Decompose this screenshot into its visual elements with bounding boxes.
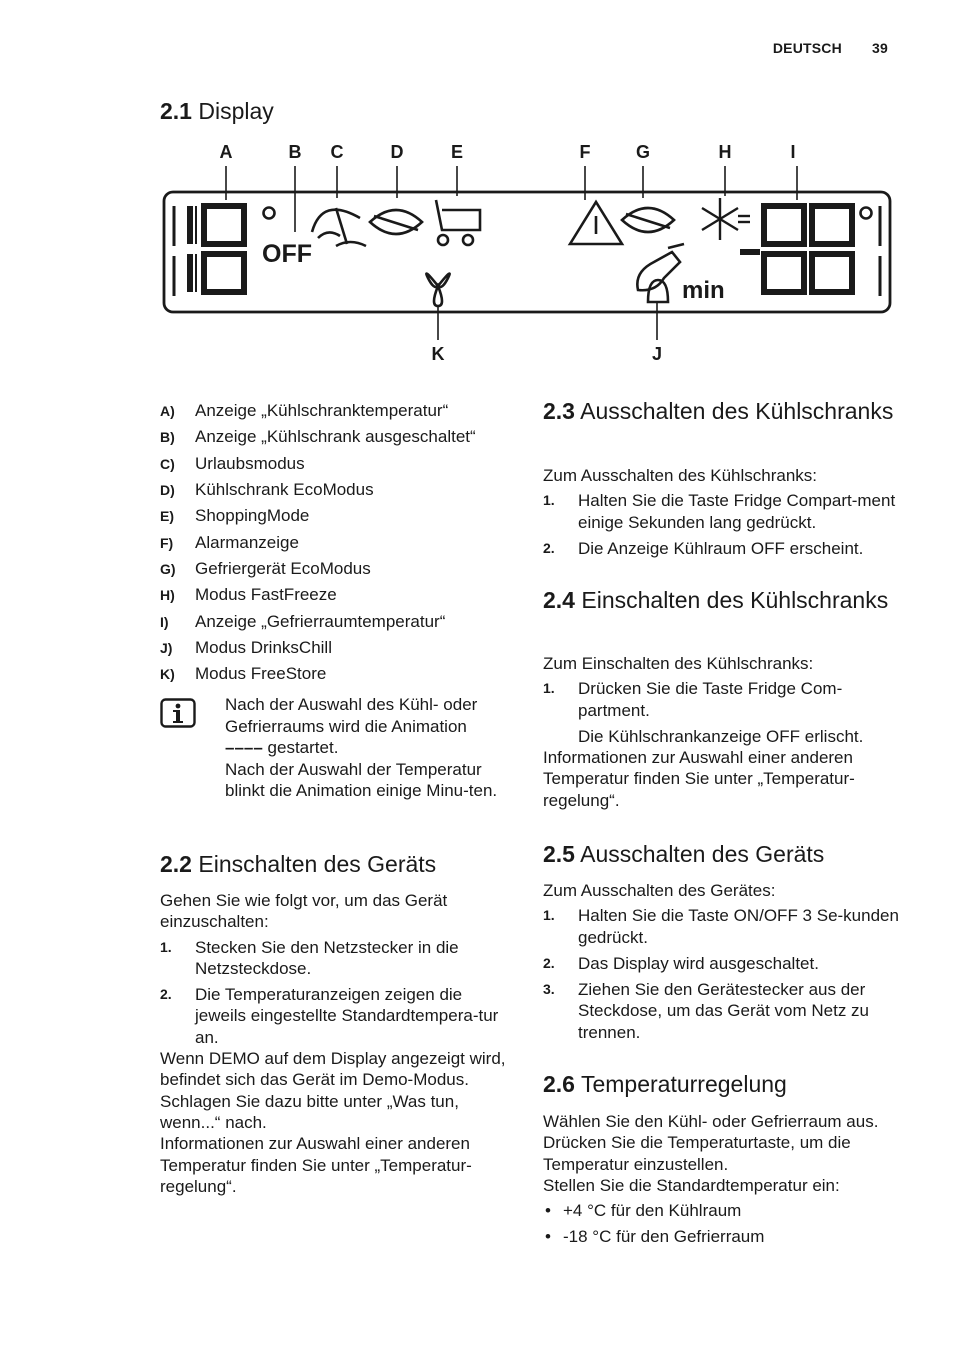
- label-E: E: [450, 142, 464, 162]
- note-text: [225, 694, 525, 802]
- section-title: Ausschalten des Kühlschranks: [580, 398, 894, 424]
- fan-icon: [426, 274, 449, 307]
- temperature-info-paragraph: Informationen zur Auswahl einer anderen Temperatur finden Sie unter „Temperatur-regelung“.: [543, 748, 855, 810]
- section-number: 2.2: [160, 851, 192, 877]
- label-D: D: [390, 142, 404, 162]
- note-line-1: Nach der Auswahl des Kühl- oder Gefrierraums wird die Animation: [225, 695, 478, 736]
- legend-item: [160, 582, 520, 608]
- legend-key: F): [160, 534, 174, 551]
- legend-text: Urlaubsmodus: [195, 453, 305, 473]
- legend-item: [160, 635, 520, 661]
- label-B: B: [288, 142, 302, 162]
- steps-list: [543, 490, 903, 559]
- legend-key: A): [160, 403, 175, 420]
- section-2-5-heading: [543, 840, 903, 868]
- label-H: H: [718, 142, 732, 162]
- legend-key: G): [160, 560, 176, 577]
- step-item: 2. Die Temperaturanzeigen zeigen die jeweils eingestellte Standardtempera-tur an.: [160, 985, 499, 1047]
- step-item: 1. Drücken Sie die Taste Fridge Com-partment.: [543, 679, 843, 720]
- note-line-2: gestartet.: [262, 738, 339, 757]
- legend-text: Modus FreeStore: [195, 664, 327, 684]
- section-2-3-heading: [543, 397, 903, 425]
- freezer-temperature-digits: [740, 206, 852, 292]
- legend-key: C): [160, 455, 175, 472]
- fridge-temperature-digits: [190, 206, 244, 292]
- legend-text: Anzeige „Gefrierraumtemperatur“: [195, 611, 446, 631]
- set-default-text: Stellen Sie die Standardtemperatur ein:: [543, 1175, 840, 1195]
- section-number: 2.4: [543, 587, 575, 613]
- steps-list: [543, 905, 903, 1043]
- step-item: 1. Halten Sie die Taste Fridge Compart-ment einige Sekunden lang gedrückt.: [543, 491, 896, 532]
- section-2-2-heading: [160, 850, 436, 878]
- label-G: G: [635, 142, 651, 162]
- language-label: DEUTSCH: [772, 40, 842, 56]
- bullet-item: • +4 °C für den Kühlraum: [543, 1200, 903, 1221]
- legend-item: [160, 451, 520, 477]
- min-label: min: [682, 277, 725, 304]
- legend-text: Kühlschrank EcoModus: [195, 480, 374, 500]
- section-title: Temperaturregelung: [580, 1071, 787, 1097]
- label-I: I: [790, 142, 796, 162]
- legend-text: Anzeige „Kühlschranktemperatur“: [195, 401, 449, 421]
- step-item: 1. Halten Sie die Taste ON/OFF 3 Se-kunden gedrückt.: [543, 906, 899, 947]
- animation-dashes: ––––: [225, 738, 263, 757]
- legend-item: [160, 608, 520, 634]
- legend-text: Modus FastFreeze: [195, 585, 337, 605]
- alarm-icon: [570, 202, 622, 244]
- steps-list: [543, 678, 903, 721]
- step-item: 3. Ziehen Sie den Gerätestecker aus der Steckdose, um das Gerät vom Netz zu trennen.: [543, 980, 870, 1042]
- legend-item: [160, 529, 520, 555]
- page-header: [773, 40, 888, 56]
- label-A: A: [219, 142, 233, 162]
- legend-item: [160, 477, 520, 503]
- section-title: Einschalten des Kühlschranks: [581, 587, 889, 613]
- freezer-leaf-icon: [622, 208, 674, 232]
- info-icon: [160, 698, 196, 728]
- note-line-3: Nach der Auswahl der Temperatur blinkt die Animation einige Minu-ten.: [225, 759, 498, 800]
- holiday-icon: [312, 208, 366, 246]
- section-2-6-heading: [543, 1070, 903, 1098]
- legend-key: H): [160, 587, 175, 604]
- snowflake-icon: [702, 198, 750, 240]
- section-title: Display: [198, 98, 274, 124]
- legend-key: B): [160, 429, 175, 446]
- legend-text: Modus DrinksChill: [195, 637, 332, 657]
- legend-text: Gefriergerät EcoModus: [195, 558, 371, 578]
- page-number: 39: [872, 40, 888, 56]
- temperature-info-paragraph: Informationen zur Auswahl einer anderen Temperatur finden Sie unter „Temperatur-regelung“.: [160, 1134, 472, 1196]
- default-temperature-list: [543, 1200, 903, 1248]
- section-number: 2.6: [543, 1071, 575, 1097]
- step-item: 2. Die Anzeige Kühlraum OFF erscheint.: [543, 538, 864, 558]
- legend-key: E): [160, 508, 174, 525]
- steps-list: [160, 937, 515, 1048]
- label-K: K: [431, 344, 445, 364]
- legend-item: [160, 503, 520, 529]
- section-title: Ausschalten des Geräts: [580, 841, 825, 867]
- intro-text: Zum Einschalten des Kühlschranks:: [543, 654, 814, 673]
- label-C: C: [330, 142, 344, 162]
- press-button-text: Drücken Sie die Temperaturtaste, um die Temperatur einzustellen.: [543, 1133, 851, 1174]
- legend-text: ShoppingMode: [195, 506, 310, 526]
- step-item: 2. Das Display wird ausgeschaltet.: [543, 953, 819, 973]
- section-number: 2.5: [543, 841, 575, 867]
- result-text: Die Kühlschrankanzeige OFF erlischt.: [578, 726, 864, 746]
- section-number: 2.3: [543, 398, 575, 424]
- intro-text: Zum Ausschalten des Kühlschranks:: [543, 466, 818, 485]
- legend-item: [160, 398, 520, 424]
- legend-list: [160, 398, 520, 687]
- legend-text: Anzeige „Kühlschrank ausgeschaltet“: [195, 427, 476, 447]
- leaf-icon: [370, 210, 422, 234]
- legend-key: D): [160, 482, 175, 499]
- label-J: J: [651, 344, 663, 364]
- section-2-1-heading: [160, 97, 274, 125]
- legend-key: J): [160, 639, 173, 656]
- off-indicator: OFF: [262, 240, 312, 268]
- section-2-2-body: [160, 890, 515, 1197]
- shopping-cart-icon: [436, 200, 480, 245]
- intro-text: Gehen Sie wie folgt vor, um das Gerät einzuschalten:: [160, 891, 448, 932]
- section-2-5-body: [543, 880, 903, 1048]
- section-2-4-body: [543, 653, 903, 811]
- section-2-6-body: [543, 1111, 903, 1253]
- select-compartment-text: Wählen Sie den Kühl- oder Gefrierraum aus.: [543, 1112, 879, 1131]
- legend-key: K): [160, 666, 175, 683]
- bullet-item: • -18 °C für den Gefrierraum: [543, 1226, 903, 1247]
- legend-key: I): [160, 613, 169, 630]
- section-number: 2.1: [160, 98, 192, 124]
- display-diagram: [160, 140, 894, 372]
- intro-text: Zum Ausschalten des Gerätes:: [543, 881, 776, 900]
- section-2-4-heading: [543, 586, 903, 614]
- legend-item: [160, 424, 520, 450]
- drinks-chill-icon: [637, 244, 684, 302]
- step-item: 1. Stecken Sie den Netzstecker in die Netzsteckdose.: [160, 937, 459, 978]
- section-2-3-body: [543, 465, 903, 564]
- section-title: Einschalten des Geräts: [198, 851, 437, 877]
- label-F: F: [579, 142, 591, 162]
- legend-item: [160, 661, 520, 687]
- legend-item: [160, 556, 520, 582]
- demo-paragraph: Wenn DEMO auf dem Display angezeigt wird, befindet sich das Gerät im Demo-Modus. Schlagen Sie dazu bitte unter „Was tun, wenn...“ nach.: [160, 1049, 506, 1132]
- legend-text: Alarmanzeige: [195, 532, 299, 552]
